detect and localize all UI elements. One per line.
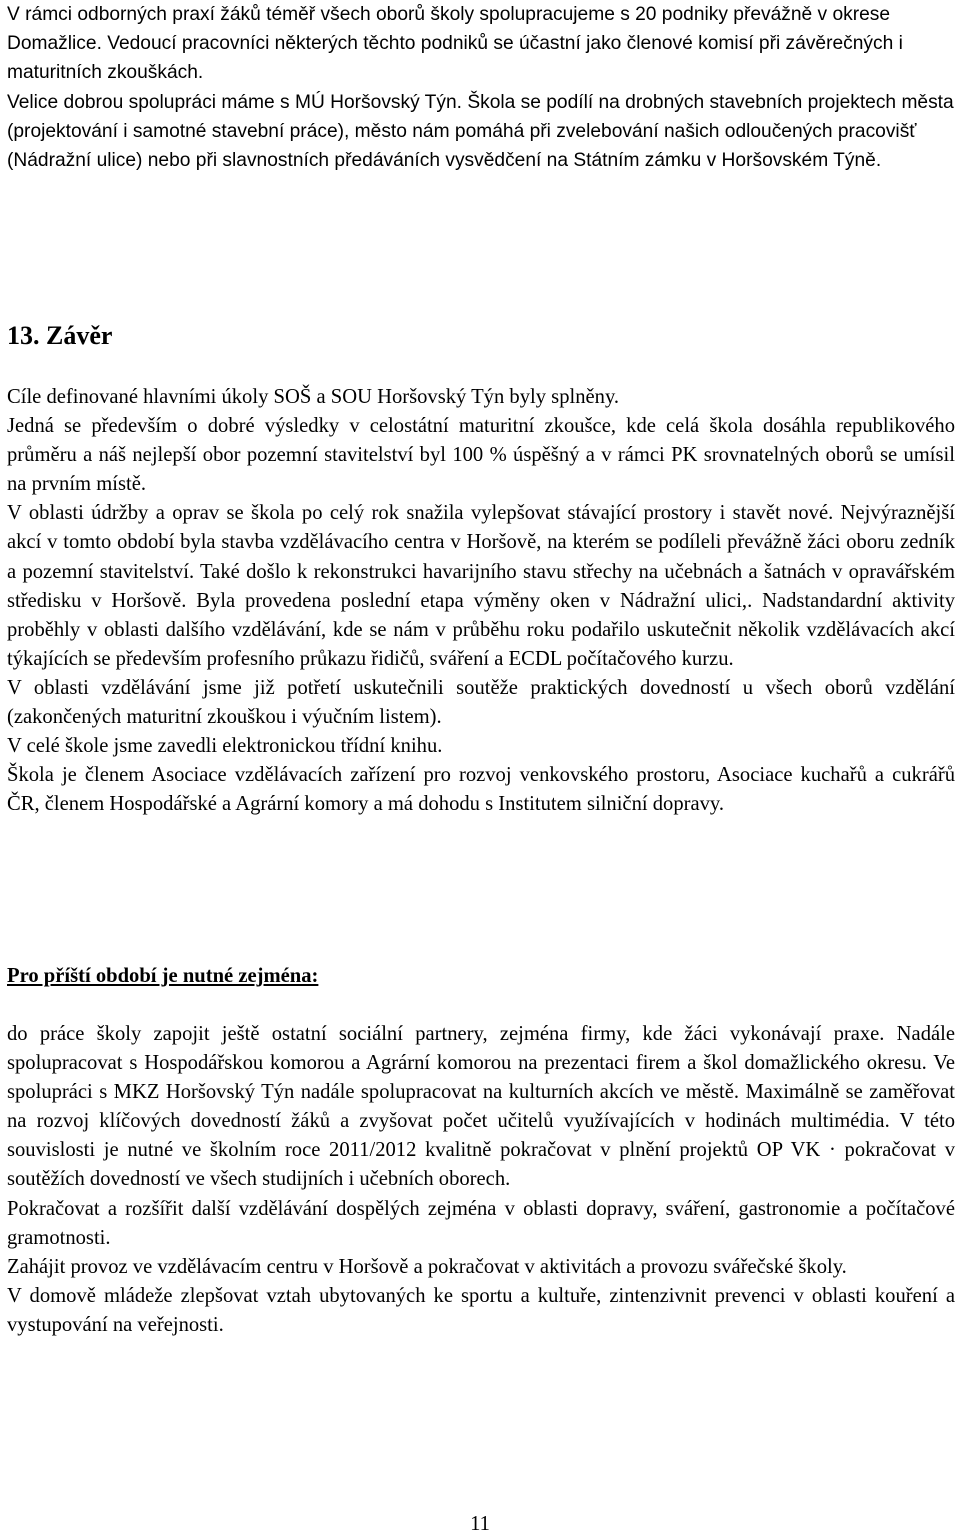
conclusion-paragraph-e-class-book: V celé škole jsme zavedli elektronickou třídní knihu. — [7, 735, 443, 758]
future-paragraph-partners: do práce školy zapojit ještě ostatní sociální partnery, zejména firmy, kde žáci vykonávají praxe. Nadále spolupracovat s Hospodářskou komorou a Agrární komorou na prezentaci firem a škol domažlického okresu. Ve spolupráci s MKZ Horšovský Týn nadále spolupracovat na kulturních akcích ve městě. Maximálně se zaměřovat na rozvoj klíčových dovedností žáků a zvyšovat počet učitelů využívajících v hodinách multimédia. V této souvislosti je nutné ve školním roce 2011/2012 kvalitně pokračovat v plnění projektů OP VK · pokračovat v soutěžích dovedností ve všech studijních i učebních oborech. — [7, 1023, 955, 1191]
intro-paragraph-town-cooperation: Velice dobrou spolupráci máme s MÚ Horšovský Týn. Škola se podílí na drobných stavebních projektech města (projektování i samotné stavební práce), město nám pomáhá při zvelebování našich odloučených pracovišť (Nádražní ulice) nebo při slavnostních předáváních vysvědčení na Státním zámku v Horšovském Týně. — [7, 91, 954, 172]
future-priorities-title: Pro příští období je nutné zejména: — [7, 965, 319, 987]
future-priorities-section — [7, 1020, 955, 1340]
conclusion-section — [7, 383, 955, 819]
conclusion-paragraph-results: Jedná se především o dobré výsledky v celostátní maturitní zkoušce, kde celá škola dosáhla republikového průměru a náš nejlepší obor pozemní stavitelství byl 100 % úspěšný a v rámci PK srovnatelných oborů se umísil na prvním místě. — [7, 415, 955, 496]
future-paragraph-dormitory: V domově mládeže zlepšovat vztah ubytovaných ke sportu a kultuře, zintenzivnit prevenci v oblasti kouření a vystupování na veřejnosti. — [7, 1284, 955, 1336]
conclusion-paragraph-goals: Cíle definované hlavními úkoly SOŠ a SOU Horšovský Týn byly splněny. — [7, 386, 620, 408]
conclusion-paragraph-memberships: Škola je členem Asociace vzdělávacích zařízení pro rozvoj venkovského prostoru, Asociace kuchařů a cukrářů ČR, členem Hospodářské a Agrární komory a má dohodu s Institutem silniční dopravy. — [7, 764, 955, 816]
intro-section — [7, 0, 955, 175]
future-paragraph-education-centre: Zahájit provoz ve vzdělávacím centru v Horšově a pokračovat v aktivitách a provozu svářečské školy. — [7, 1255, 847, 1278]
section-heading: 13. Závěr — [7, 321, 113, 350]
future-paragraph-adult-education: Pokračovat a rozšířit další vzdělávání dospělých zejména v oblasti dopravy, sváření, gastronomie a počítačové gramotnosti. — [7, 1197, 955, 1249]
intro-paragraph-partners: V rámci odborných praxí žáků téměř všech oborů školy spolupracujeme s 20 podniky převážně v okrese Domažlice. Vedoucí pracovníci některých těchto podniků se účastní jako členové komisí při závěrečných i maturitních zkouškách. — [7, 4, 903, 84]
page-number: 11 — [470, 1513, 490, 1535]
conclusion-paragraph-competitions: V oblasti vzdělávání jsme již potřetí uskutečnili soutěže praktických dovedností u všech oborů vzdělání (zakončených maturitní zkouškou i výučním listem). — [7, 676, 955, 729]
conclusion-paragraph-maintenance: V oblasti údržby a oprav se škola po celý rok snažila vylepšovat stávající prostory i stavět nové. Nejvýraznější akcí v tomto období byla stavba vzdělávacího centra v Horšově, na kterém se podíleli převážně žáci oboru zedník a pozemní stavitelství. Také došlo k rekonstrukci havarijního stavu střechy na učebnách a šatnách v opravářském středisku v Horšově. Byla provedena poslední etapa výměny oken v Nádražní ulici,. Nadstandardní aktivity proběhly v oblasti dalšího vzdělávání, kde se nám v průběhu roku podařilo uskutečnit několik vzdělávacích akcí týkajících se především profesního průkazu řidičů, sváření a ECDL počítačového kurzu. — [7, 502, 955, 670]
